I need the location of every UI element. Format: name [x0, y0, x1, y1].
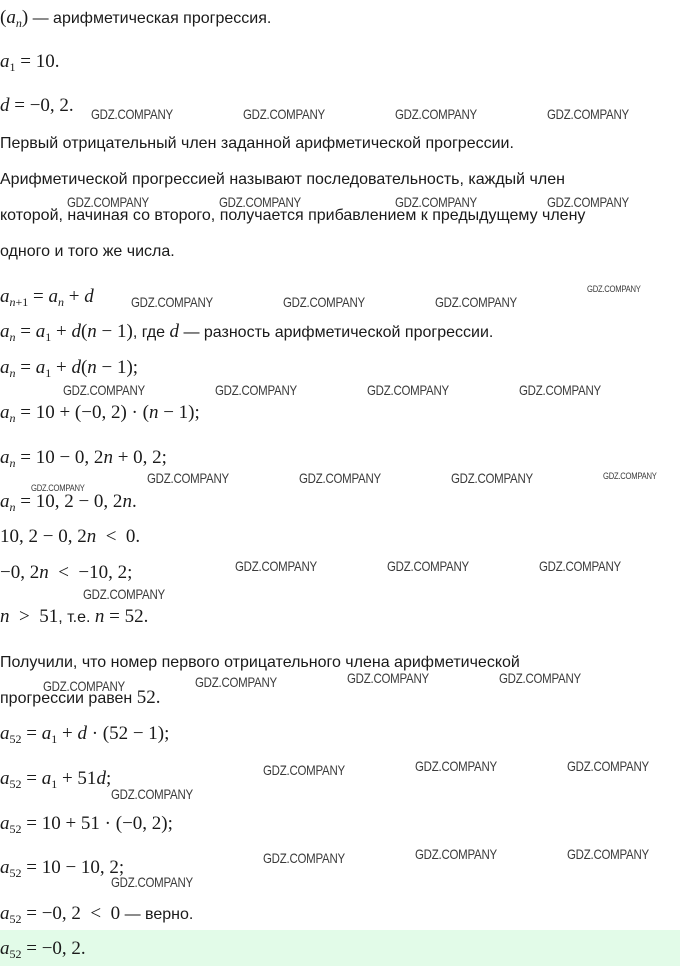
watermark: GDZ.COMPANY: [111, 874, 193, 890]
watermark: GDZ.COMPANY: [91, 106, 173, 122]
watermark: GDZ.COMPANY: [587, 284, 641, 294]
watermark: GDZ.COMPANY: [567, 758, 649, 774]
recurrence-formula: $a_{n+1} = a_n + d$: [0, 286, 94, 309]
check-5: $a_{52} = -0$, 2 < 0 — верно.: [0, 903, 194, 926]
watermark: GDZ.COMPANY: [387, 558, 469, 574]
step-4: $a_n = 10$, 2 − 0, 2n.: [0, 491, 137, 514]
watermark: GDZ.COMPANY: [299, 470, 381, 486]
watermark: GDZ.COMPANY: [43, 678, 125, 694]
watermark: GDZ.COMPANY: [31, 483, 85, 493]
watermark: GDZ.COMPANY: [519, 382, 601, 398]
watermark: GDZ.COMPANY: [395, 106, 477, 122]
watermark: GDZ.COMPANY: [131, 294, 213, 310]
answer: $a_{52} = -0$, 2.: [0, 938, 86, 961]
watermark: GDZ.COMPANY: [111, 786, 193, 802]
watermark: GDZ.COMPANY: [435, 294, 517, 310]
step-3: $a_n = 10 - 0$, 2n + 0, 2;: [0, 447, 167, 470]
watermark: GDZ.COMPANY: [243, 106, 325, 122]
definition-line-3: одного и того же числа.: [0, 243, 175, 260]
inequality-2: −0, 2n < −10, 2;: [0, 562, 133, 583]
watermark: GDZ.COMPANY: [539, 558, 621, 574]
check-2: $a_{52} = a_1 + 51d$;: [0, 768, 112, 791]
conclusion-line-2-text: прогрессии равен: [0, 690, 137, 707]
watermark: GDZ.COMPANY: [347, 670, 429, 686]
watermark: GDZ.COMPANY: [499, 670, 581, 686]
definition-line-2: которой, начиная со второго, получается прибавлением к предыдущему члену: [0, 207, 586, 224]
watermark: GDZ.COMPANY: [283, 294, 365, 310]
given-d-value: −0, 2.: [29, 95, 74, 116]
inequality-3: n > 51, т.е. n = 52.: [0, 606, 149, 627]
watermark: GDZ.COMPANY: [67, 194, 149, 210]
te-text: , т.е.: [58, 609, 95, 626]
watermark: GDZ.COMPANY: [219, 194, 301, 210]
watermark: GDZ.COMPANY: [567, 846, 649, 862]
definition-line-1: Арифметической прогрессией называют последовательность, каждый член: [0, 171, 565, 188]
answer-highlight: [0, 930, 680, 966]
watermark: GDZ.COMPANY: [395, 194, 477, 210]
watermark: GDZ.COMPANY: [83, 586, 165, 602]
step-2: $a_n = 10 + (-0$, 2) · (n − 1);: [0, 402, 200, 425]
formula-difference-text: — разность арифметической прогрессии.: [179, 324, 494, 341]
given-a1: $a_1 = 10$.: [0, 51, 60, 74]
watermark: GDZ.COMPANY: [147, 470, 229, 486]
watermark: GDZ.COMPANY: [415, 846, 497, 862]
watermark: GDZ.COMPANY: [547, 106, 629, 122]
watermark: GDZ.COMPANY: [451, 470, 533, 486]
given-d: d = −0, 2.: [0, 95, 74, 116]
inequality-1: 10, 2 − 0, 2n < 0.: [0, 526, 141, 547]
given-progression: $(a_n)$ — арифметическая прогрессия.: [0, 7, 272, 30]
verno-text: — верно.: [120, 906, 194, 923]
check-1: $a_{52} = a_1 + d \cdot (52 - 1)$;: [0, 723, 170, 746]
conclusion-line-2: прогрессии равен 52.: [0, 687, 161, 708]
formula-gde: , где: [132, 324, 170, 341]
watermark: GDZ.COMPANY: [547, 194, 629, 210]
watermark: GDZ.COMPANY: [367, 382, 449, 398]
watermark: GDZ.COMPANY: [195, 674, 277, 690]
watermark: GDZ.COMPANY: [63, 382, 145, 398]
watermark: GDZ.COMPANY: [415, 758, 497, 774]
watermark: GDZ.COMPANY: [235, 558, 317, 574]
watermark: GDZ.COMPANY: [603, 471, 657, 481]
check-4: $a_{52} = 10 - 10$, 2;: [0, 857, 125, 880]
check-3: $a_{52} = 10 + 51 \cdot (-0$, 2);: [0, 813, 173, 836]
conclusion-line-1: Получили, что номер первого отрицательного члена арифметической: [0, 654, 520, 671]
given-a1-value: 10.: [35, 51, 60, 72]
given-progression-text: — арифметическая прогрессия.: [28, 10, 272, 27]
watermark: GDZ.COMPANY: [263, 762, 345, 778]
watermark: GDZ.COMPANY: [215, 382, 297, 398]
step-1: $a_n = a_1 + d(n - 1)$;: [0, 357, 139, 380]
find-statement: Первый отрицательный член заданной арифметической прогрессии.: [0, 135, 514, 152]
nth-term-formula: $a_n = a_1 + d(n - 1)$, где d — разность арифметической прогрессии.: [0, 321, 494, 344]
watermark: GDZ.COMPANY: [263, 850, 345, 866]
